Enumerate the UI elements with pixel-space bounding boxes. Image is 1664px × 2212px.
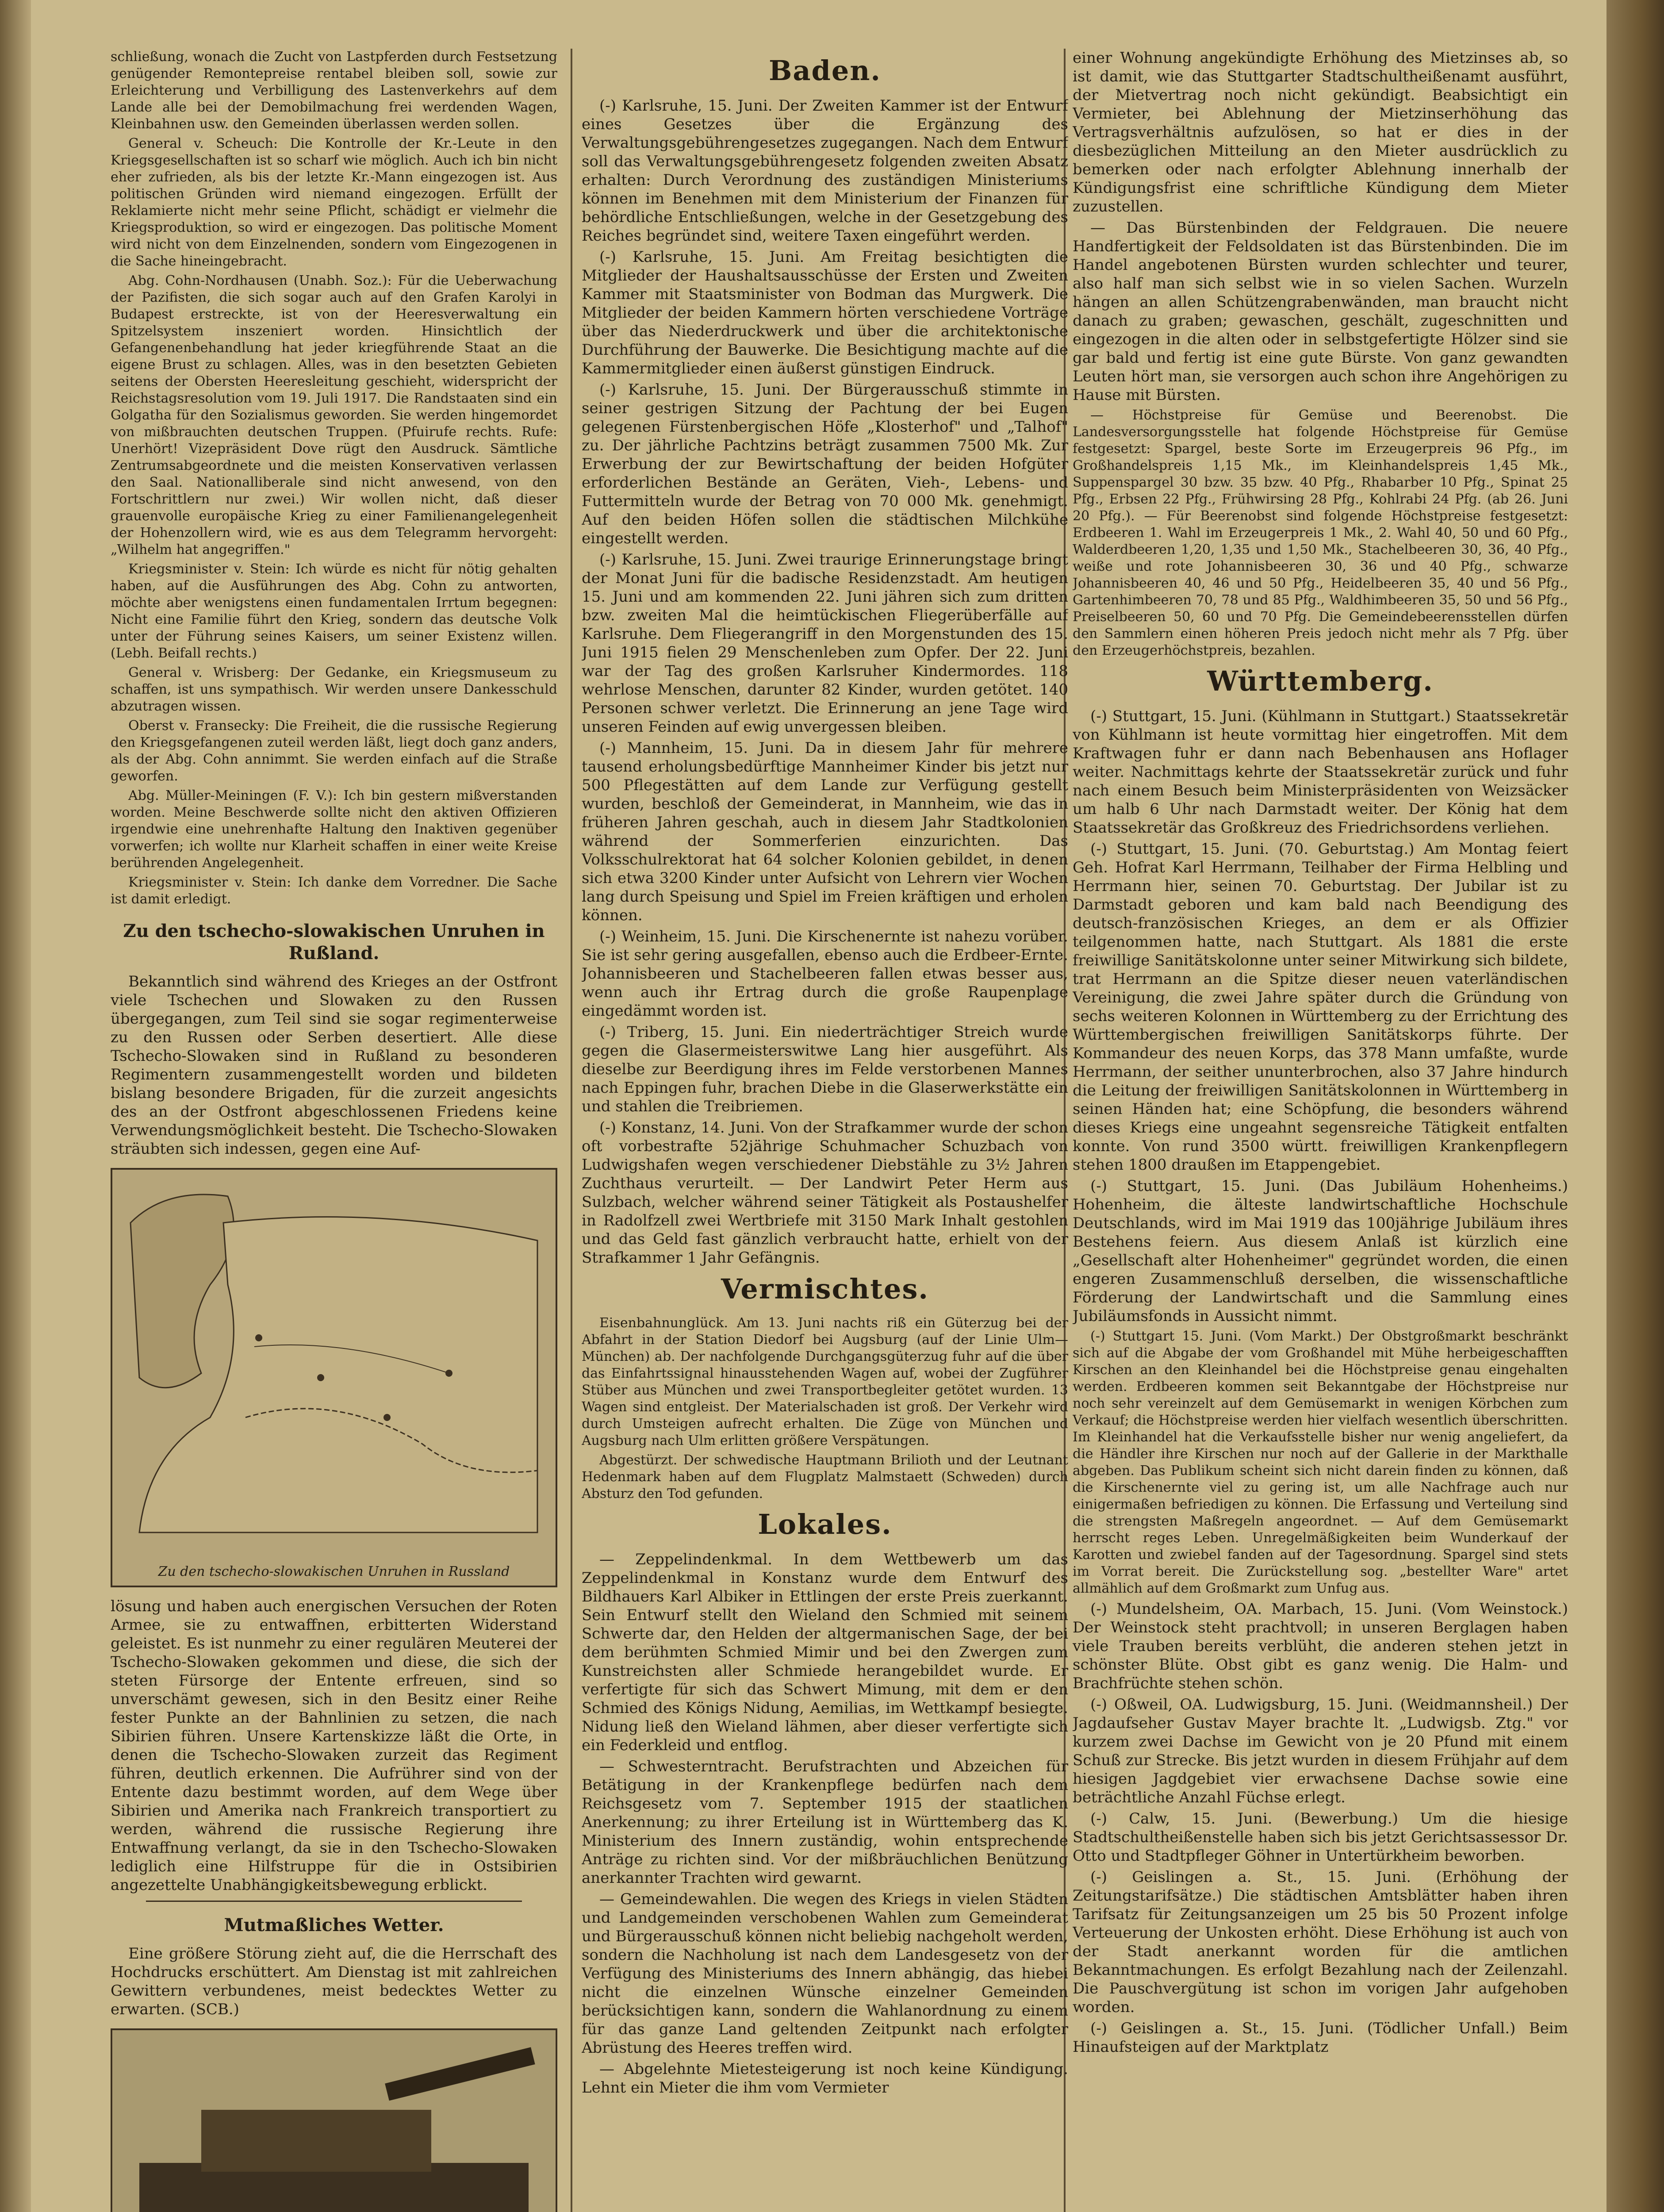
- article-paragraph: Kriegsminister v. Stein: Ich danke dem Vorredner. Die Sache ist damit erledigt.: [111, 875, 557, 907]
- article-paragraph: (-) Triberg, 15. Juni. Ein niederträchtiger Streich wurde gegen die Glasermeisterswitwe Lang hier ausgeführt. Als dieselbe zur Beerdigung ihres im Felde verstorbenen Mannes nach Eppingen fuhr, brachen Diebe in die Glaserwerkstätte ein und stahlen die Treibriemen.: [582, 1023, 1068, 1115]
- article-paragraph: — Schwesterntracht. Berufstrachten und Abzeichen für Betätigung in der Krankenpflege bedürfen nach dem Reichsgesetz vom 7. September 1915 der staatlichen Anerkennung; zu ihrer Erteilung ist in Württemberg das K. Ministerium des Innern zuständig, wohin entsprechende Anträge zu richten sind. Vor der mißbräuchlichen Benützung anerkannter Trachten wird gewarnt.: [582, 1758, 1068, 1887]
- article-paragraph: Abg. Cohn-Nordhausen (Unabh. Soz.): Für die Ueberwachung der Pazifisten, die sich sogar auch auf den Grafen Karolyi in Budapest erstreckte, ist von der Heeresverwaltung ein Spitzelsystem inszeniert worden. Hinsichtlich der Gefangenenbehandlung hat jeder kriegführende Staat an die eigene Brust zu schlagen. Alles, was in den besetzten Gebieten seitens der Obersten Heeresleitung geschieht, widerspricht der Reichstagsresolution vom 19. Juli 1917. Die Randstaaten sind ein Golgatha für den Sozialismus geworden. Sie werden hingemordet von mißbrauchten deutschen Truppen. (Pfuirufe rechts. Rufe: Unerhört! Vizepräsident Dove rügt den Ausdruck. Sämtliche Zentrumsabgeordnete und die meisten Konservativen verlassen den Saal. Nationalliberale sind nicht anwesend, von den Fortschrittlern nur zwei.) Wir wollen nicht, daß dieser grauenvolle europäische Krieg zu einer Familienangelegenheit der Hohenzollern wird, wie es aus dem Telegramm hervorgeht: „Wilhelm hat angegriffen.": [111, 273, 557, 557]
- article-paragraph: Abg. Müller-Meiningen (F. V.): Ich bin gestern mißverstanden worden. Meine Beschwerde sollte nicht den aktiven Offizieren irgendwie eine unehrenhafte Haltung den Inaktiven gegenüber vorwerfen; ich wollte nur Klarheit schaffen in einer weite Kreise berührenden Angelegenheit.: [111, 788, 557, 871]
- article-paragraph: — Zeppelindenkmal. In dem Wettbewerb um das Zeppelindenkmal in Konstanz wurde dem Entwurf des Bildhauers Karl Albiker in Ettlingen der erste Preis zuerkannt. Sein Entwurf stellt den Wieland den Schmied mit seinem Schwerte dar, den Helden der altgermanischen Sage, der bei dem berühmten Schmied Mimir und bei den Zwergen zum Kunstreichsten aller Schmiede herangebildet wurde. Er verfertigte für sich das Schwert Mimung, mit dem er den Schmied des Königs Nidung, Aemilias, im Wettkampf besiegte. Nidung ließ den Wieland lähmen, aber dieser verfertigte sich ein Federkleid und entflog.: [582, 1551, 1068, 1754]
- map-caption: Zu den tschecho-slowakischen Unruhen in Russland: [158, 1564, 510, 1579]
- article-paragraph: Bekanntlich sind während des Krieges an der Ostfront viele Tschechen und Slowaken zu den Russen übergegangen, zum Teil sind sie sogar regimenterweise zu den Russen oder Serben desertiert. Alle diese Tschecho-Slowaken sind in Rußland zu besonderen Regimentern zusammengestellt worden und bildeten bislang besondere Brigaden, für die zurzeit angesichts des an der Ostfront abgeschlossenen Friedens keine Verwendungsmöglichkeit besteht. Die Tschecho-Slowaken sträubten sich indessen, gegen eine Auf-: [111, 973, 557, 1158]
- map-figure: [111, 1168, 557, 1587]
- article-paragraph: (-) Stuttgart, 15. Juni. (Kühlmann in Stuttgart.) Staatssekretär von Kühlmann ist heute vormittag hier eingetroffen. Mit dem Kraftwagen fuhr er dann nach Bebenhausen ans Hoflager weiter. Nachmittags kehrte der Staatssekretär zurück und fuhr nach einem Besuch beim Ministerpräsidenten von Weizsäcker um halb 6 Uhr nach Darmstadt weiter. Der König hat dem Staatssekretär das Großkreuz des Friedrichsordens verliehen.: [1073, 707, 1568, 837]
- train-gun-figure: [111, 2028, 557, 2212]
- page-right-edge: [1606, 0, 1664, 2212]
- article-paragraph: (-) Karlsruhe, 15. Juni. Zwei traurige Erinnerungstage bringt der Monat Juni für die badische Residenzstadt. Am heutigen 15. Juni und am kommenden 22. Juni jähren sich zum dritten bzw. zweiten Mal die heimtückischen Fliegerüberfälle auf Karlsruhe. Dem Fliegerangriff in den Morgenstunden des 15. Juni 1915 fielen 29 Menschenleben zum Opfer. Der 22. Juni war der Tag des großen Karlsruher Kindermordes. 118 wehrlose Menschen, darunter 82 Kinder, wurden getötet. 140 Personen schwer verletzt. Die Erinnerung an jene Tage wird unseren Feinden auf ewig unvergessen bleiben.: [582, 551, 1068, 736]
- article-paragraph: General v. Wrisberg: Der Gedanke, ein Kriegsmuseum zu schaffen, ist uns sympathisch. Wir werden unsere Dankesschuld abzutragen wissen.: [111, 665, 557, 714]
- section-title-lokales: Lokales.: [758, 1508, 892, 1540]
- column-1: [111, 49, 557, 2212]
- article-paragraph: (-) Mannheim, 15. Juni. Da in diesem Jahr für mehrere tausend erholungsbedürftige Mannheimer Kinder bis jetzt nur 500 Pflegestätten auf dem Lande zur Verfügung gestellt wurden, beschloß der Gemeinderat, in Mannheim, wie das in früheren Jahren geschah, auch in diesem Jahr Stadtkolonien während der Sommerferien einzurichten. Das Volksschulrektorat hat 64 solcher Kolonien gebildet, in denen sich etwa 3200 Kinder unter Aufsicht von Lehrern vier Wochen lang durch Speisung und Spiel im Freien kräftigen und erholen können.: [582, 739, 1068, 924]
- article-paragraph: Oberst v. Fransecky: Die Freiheit, die die russische Regierung den Kriegsgefangenen zuteil werden läßt, liegt doch ganz anders, als der Abg. Cohn annimmt. Sie werden einfach auf die Straße geworfen.: [111, 718, 557, 784]
- article-paragraph: General v. Scheuch: Die Kontrolle der Kr.-Leute in den Kriegsgesellschaften ist so scharf wie möglich. Auch ich bin nicht eher zufrieden, als bis der letzte Kr.-Mann eingezogen ist. Aus politischen Gründen wird niemand eingezogen. Erfüllt der Reklamierte nicht mehr seine Pflicht, schädigt er vielmehr die Kriegsproduktion, so wird er eingezogen. Das politische Moment wird nicht von dem Einzelnenden, sondern vom Eingezogenen in die Sache hineingebracht.: [111, 136, 557, 269]
- section-title-baden: Baden.: [768, 54, 882, 87]
- article-paragraph: (-) Geislingen a. St., 15. Juni. (Tödlicher Unfall.) Beim Hinaufsteigen auf der Marktplatz: [1073, 2020, 1568, 2056]
- section-divider: [146, 1901, 522, 1902]
- weather-text: Eine größere Störung zieht auf, die die Herrschaft des Hochdrucks erschüttert. Am Dienstag ist mit zahlreichen Gewittern verbundenes, meist bedecktes Wetter zu erwarten. (SCB.): [111, 1945, 557, 2018]
- article-paragraph: (-) Stuttgart, 15. Juni. (70. Geburtstag.) Am Montag feiert Geh. Hofrat Karl Herrmann, Teilhaber der Firma Helbling und Herrmann hier, seinen 70. Geburtstag. Der Jubilar ist zu Darmstadt geboren und kam bald nach Beendigung des deutsch-französischen Krieges, an dem er als Offizier teilgenommen hatte, nach Stuttgart. Als 1881 die erste freiwillige Sanitätskolonne unter seiner Mitwirkung sich bildete, trat Herrmann an die Spitze dieser neuen vaterländischen Vereinigung, die zwei Jahre später durch die Gründung von sechs weiteren Kolonnen in Württemberg zu der Errichtung des Württembergischen freiwilligen Sanitätskorps führte. Der Kommandeur des neuen Korps, das 378 Mann umfaßte, wurde Herrmann, der seither ununterbrochen, also 37 Jahre hindurch die Leitung der freiwilligen Sanitätskolonnen in Württemberg in seinen Händen hat; eine Schöpfung, die besonders während dieses Kriegs eine ungeahnt segensreiche Tätigkeit entfalten konnte. Von rund 3500 württ. freiwilligen Krankenpflegern stehen 1800 draußen im Etappengebiet.: [1073, 840, 1568, 1174]
- article-paragraph: Kriegsminister v. Stein: Ich würde es nicht für nötig gehalten haben, auf die Ausführungen des Abg. Cohn zu antworten, möchte aber wenigstens einen fundamentalen Irrtum begegnen: Nicht eine Familie führt den Krieg, sondern das deutsche Volk unter der Führung seines Kaisers, um seiner Existenz willen. (Lebh. Beifall rechts.): [111, 561, 557, 661]
- column-rule-1: [571, 49, 572, 2212]
- article-paragraph: schließung, wonach die Zucht von Lastpferden durch Festsetzung genügender Remontepreise rentabel bleiben soll, sowie zur Erleichterung und Verbilligung des Lastenverkehrs auf dem Lande alle bei der Demobilmachung frei werdenden Wagen, Kleinbahnen usw. den Gemeinden überlassen werden sollen.: [111, 49, 557, 132]
- article-paragraph: (-) Karlsruhe, 15. Juni. Der Zweiten Kammer ist der Entwurf eines Gesetzes über die Ergänzung des Verwaltungsgebührengesetzes zugegangen. Nach dem Entwurf soll das Verwaltungsgebührengesetz folgenden zweiten Absatz erhalten: Durch Verordnung des zuständigen Ministeriums können im Benehmen mit dem Ministerium der Finanzen für behördliche Entschließungen, welche in der Gesetzgebung des Reiches begründet sind, weitere Taxen eingeführt werden.: [582, 97, 1068, 245]
- section-title-vermischtes: Vermischtes.: [721, 1273, 929, 1305]
- weather-heading: Mutmaßliches Wetter.: [224, 1915, 444, 1936]
- article-paragraph: (-) Calw, 15. Juni. (Bewerbung.) Um die hiesige Stadtschultheißenstelle haben sich bis jetzt Gerichtsassessor Dr. Otto und Stadtpfleger Göhner in Untertürkheim beworben.: [1073, 1810, 1568, 1865]
- article-paragraph: lösung und haben auch energischen Versuchen der Roten Armee, sie zu entwaffnen, erbitterten Widerstand geleistet. Es ist nunmehr zu einer regulären Meuterei der Tschecho-Slowaken gekommen und diese, die sich der steten Fürsorge der Entente erfreuen, sind so unverschämt gewesen, sich in den Besitz einer Reihe fester Punkte an der Bahnlinien zu setzen, die nach Sibirien führen. Unsere Kartenskizze läßt die Orte, in denen die Tschecho-Slowaken zurzeit das Regiment führen, deutlich erkennen. Die Aufrührer sind von der Entente dazu bestimmt worden, auf dem Wege über Sibirien und Amerika nach Frankreich transportiert zu werden, während die russische Regierung ihre Entwaffnung verlangt, da sie in den Tschecho-Slowaken lediglich eine Hilfstruppe für die in Ostsibirien angezettelte Unabhängigkeitsbewegung erblickt.: [111, 1598, 557, 1894]
- article-paragraph: (-) Weinheim, 15. Juni. Die Kirschenernte ist nahezu vorüber. Sie ist sehr gering ausgefallen, ebenso auch die Erdbeer-Ernte. Johannisbeeren und Stachelbeeren fallen etwas besser aus, wenn auch ihr Ertrag durch die große Raupenplage eingedämmt worden ist.: [582, 928, 1068, 1020]
- article-paragraph: (-) Karlsruhe, 15. Juni. Am Freitag besichtigten die Mitglieder der Haushaltsausschüsse der Ersten und Zweiten Kammer mit Staatsminister von Bodman das Murgwerk. Die Mitglieder der beiden Kammern hörten verschiedene Vorträge über das Niederdruckwerk und über die architektonische Durchführung der Bauwerke. Die Besichtigung machte auf die Kammermitglieder einen äußerst günstigen Eindruck.: [582, 248, 1068, 377]
- page-left-edge: [0, 0, 31, 2212]
- map-illustration: [112, 1170, 556, 1550]
- article-paragraph: (-) Stuttgart, 15. Juni. (Das Jubiläum Hohenheims.) Hohenheim, die älteste landwirtschaftliche Hochschule Deutschlands, wird im Mai 1919 das 100jährige Jubiläum ihres Bestehens feiern. Aus diesem Anlaß ist kürzlich eine „Gesellschaft alter Hohenheimer" gegründet worden, die einen engeren Zusammenschluß derselben, die wissenschaftliche Förderung der Landwirtschaft und die Sammlung eines Jubiläumsfonds in Aussicht nimmt.: [1073, 1177, 1568, 1325]
- train-gun-illustration: [112, 2030, 556, 2212]
- column-2: [582, 49, 1068, 2212]
- article-paragraph: Abgestürzt. Der schwedische Hauptmann Brilioth und der Leutnant Hedenmark haben auf dem Flugplatz Malmstaett (Schweden) durch Absturz den Tod gefunden.: [582, 1452, 1068, 1502]
- article-paragraph: — Höchstpreise für Gemüse und Beerenobst. Die Landesversorgungsstelle hat folgende Höchstpreise für Gemüse festgesetzt: Spargel, beste Sorte im Erzeugerpreis 96 Pfg., im Großhandelspreis 1,15 Mk., im Kleinhandelspreis 1,45 Mk., Suppenspargel 30 bzw. 35 bzw. 40 Pfg., Rhabarber 10 Pfg., Spinat 25 Pfg., Erbsen 22 Pfg., Frühwirsing 28 Pfg., Kohlrabi 24 Pfg. (ab 26. Juni 20 Pfg.). — Für Beerenobst sind folgende Höchstpreise festgesetzt: Erdbeeren 1. Wahl im Erzeugerpreis 1 Mk., 2. Wahl 40, 50 und 60 Pfg., Walderdbeeren 1,20, 1,35 und 1,50 Mk., Stachelbeeren 30, 36, 40 Pfg., weiße und rote Johannisbeeren 30, 36 und 40 Pfg., schwarze Johannisbeeren 40, 46 und 50 Pfg., Heidelbeeren 35, 40 und 56 Pfg., Gartenhimbeeren 70, 78 und 85 Pfg., Waldhimbeeren 35, 50 und 56 Pfg., Preiselbeeren 50, 60 und 70 Pfg. Die Gemeindebeerensstellen dürfen den Sammlern einen höheren Preis jedoch nicht mehr als 7 Pfg. über den Erzeugerhöchstpreis, bezahlen.: [1073, 407, 1568, 658]
- article-paragraph: (-) Stuttgart 15. Juni. (Vom Markt.) Der Obstgroßmarkt beschränkt sich auf die Abgabe der vom Großhandel mit Mühe herbeigeschafften Kirschen an den Kleinhandel bei die Höchstpreise genau eingehalten werden. Erdbeeren kommen seit Bekanntgabe der Höchstpreise nur noch sehr vereinzelt auf dem Gemüsemarkt in wenigen Körbchen zum Verkauf; die Höchstpreise werden hier vielfach wesentlich überschritten. Im Kleinhandel hat die Verkaufsstelle bisher nur wenig angeliefert, da die Händler ihre Kirschen nur noch auf der Gallerie in der Markthalle abgeben. Das Publikum scheint sich nicht darein finden zu können, daß die Kirschenernte viel zu gering ist, um alle Nachfrage auch nur einigermaßen befriedigen zu können. Die Erfassung und Verteilung sind die strengsten Maßregeln angeordnet. — Auf dem Gemüsemarkt herrscht reges Leben. Unregelmäßigkeiten beim Wunderkauf der Karotten und zwiebel fanden auf der Tagesordnung. Spargel sind stets im Vorrat bereit. Die Zurückstellung sog. „bestellter Ware" artet allmählich auf dem Großmarkt zum Unfug aus.: [1073, 1329, 1568, 1596]
- article-paragraph: (-) Karlsruhe, 15. Juni. Der Bürgerausschuß stimmte in seiner gestrigen Sitzung der Pachtung der bei Eugen gelegenen Fürstenbergischen Höfe „Klosterhof" und „Talhof" zu. Der jährliche Pachtzins beträgt zusammen 7500 Mk. Zur Erwerbung der zur Bewirtschaftung der beiden Hofgüter erforderlichen Bestände an Geräten, Vieh-, Lebens- und Futtermitteln wurde der Betrag von 70 000 Mk. genehmigt. Auf den beiden Höfen sollen die städtischen Milchkühe eingestellt werden.: [582, 381, 1068, 547]
- article-paragraph: (-) Geislingen a. St., 15. Juni. (Erhöhung der Zeitungstarifsätze.) Die städtischen Amtsblätter haben ihren Tarifsatz für Zeitungsanzeigen um 25 bis 50 Prozent infolge Verteuerung der Unkosten erhöht. Diese Erhöhung ist auch von der Stadt anerkannt worden für die amtlichen Bekanntmachungen. Es erfolgt Bezahlung nach der Zeilenzahl. Die Pauschvergütung ist schon im vorigen Jahr aufgehoben worden.: [1073, 1868, 1568, 2016]
- article-paragraph: einer Wohnung angekündigte Erhöhung des Mietzinses ab, so ist damit, wie das Stuttgarter Stadtschultheißenamt ausführt, der Mietvertrag noch nicht gekündigt. Beabsichtigt ein Vermieter, bei Ablehnung der Mietzinserhöhung das Vertragsverhältnis aufzulösen, so hat er dies in der diesbezüglichen Mitteilung an den Mieter ausdrücklich zu bemerken oder nach erfolgter Ablehnung innerhalb der Kündigungsfrist eine schriftliche Kündigung dem Mieter zuzustellen.: [1073, 49, 1568, 215]
- article-paragraph: (-) Mundelsheim, OA. Marbach, 15. Juni. (Vom Weinstock.) Der Weinstock steht prachtvoll; in unseren Berglagen haben viele Trauben bereits verblüht, die anderen stehen jetzt in schönster Blüte. Obst gibt es ganz wenig. Die Halm- und Brachfrüchte stehen schön.: [1073, 1600, 1568, 1692]
- article-paragraph: — Abgelehnte Mietesteigerung ist noch keine Kündigung. Lehnt ein Mieter die ihm vom Vermieter: [582, 2060, 1068, 2097]
- unrest-heading: Zu den tschecho-slowakischen Unruhen in Rußland.: [123, 921, 545, 964]
- article-paragraph: (-) Oßweil, OA. Ludwigsburg, 15. Juni. (Weidmannsheil.) Der Jagdaufseher Gustav Mayer brachte lt. „Ludwigsb. Ztg." vor kurzem zwei Dachse im Gewicht von je 20 Pfund mit einem Schuß zur Strecke. Bis jetzt wurden in diesem Frühjahr auf dem hiesigen Jagdgebiet vier erwachsene Dachse sowie eine beträchtliche Anzahl Füchse erlegt.: [1073, 1696, 1568, 1806]
- article-paragraph: — Das Bürstenbinden der Feldgrauen. Die neuere Handfertigkeit der Feldsoldaten ist das Bürstenbinden. Die im Handel angebotenen Bürsten wurden schlechter und teurer, also half man sich selbst wie in so vielen Sachen. Wurzeln hängen an allen Schützengrabenwänden, man braucht nicht danach zu graben; gewaschen, geschält, zugeschnitten und eingezogen in die alten oder in selbstgefertigte Hölzer sind sie gar bald und fertig ist eine gute Bürste. Von ganz gewandten Leuten hört man, sie versorgen auch schon ihre Angehörigen zu Hause mit Bürsten.: [1073, 219, 1568, 404]
- article-paragraph: (-) Konstanz, 14. Juni. Von der Strafkammer wurde der schon oft vorbestrafte 52jährige Schuhmacher Schuzbach von Ludwigshafen wegen verschiedener Diebstähle zu 3½ Jahren Zuchthaus verurteilt. — Der Landwirt Peter Herm aus Sulzbach, welcher während seiner Tätigkeit als Postaushelfer in Radolfzell zwei Wertbriefe mit 3150 Mark Inhalt gestohlen und das Geld fast gänzlich verbraucht hatte, erhielt von der Strafkammer 1 Jahr Gefängnis.: [582, 1119, 1068, 1267]
- section-title-wuerttemberg: Württemberg.: [1207, 665, 1434, 697]
- article-paragraph: — Gemeindewahlen. Die wegen des Kriegs in vielen Städten und Landgemeinden verschobenen Wahlen zum Gemeinderat und Bürgerausschuß können nicht beliebig nachgeholt werden, sondern die Nachholung ist nach dem Landesgesetz von der Verfügung des Ministeriums des Innern abhängig, das hiebei nicht die einzelnen Wünsche einzelner Gemeinden berücksichtigen kann, sondern die Wahlanordnung zu einem für das ganze Land geltenden Zeitpunkt nach erfolgter Abrüstung des Heeres treffen wird.: [582, 1890, 1068, 2057]
- article-paragraph: Eisenbahnunglück. Am 13. Juni nachts riß ein Güterzug bei der Abfahrt in der Station Diedorf bei Augsburg (auf der Linie Ulm—München) ab. Der nachfolgende Durchgangsgüterzug fuhr auf die über das Einfahrtssignal hinausstehenden Wagen auf, wobei der Zugführer Stüber aus München und zwei Transportbegleiter getötet wurden. 13 Wagen sind entgleist. Der Materialschaden ist groß. Der Verkehr wird durch Umsteigen aufrecht erhalten. Die Züge von München und Augsburg nach Ulm erlitten größere Verspätungen.: [582, 1315, 1068, 1448]
- column-3: [1073, 49, 1568, 2212]
